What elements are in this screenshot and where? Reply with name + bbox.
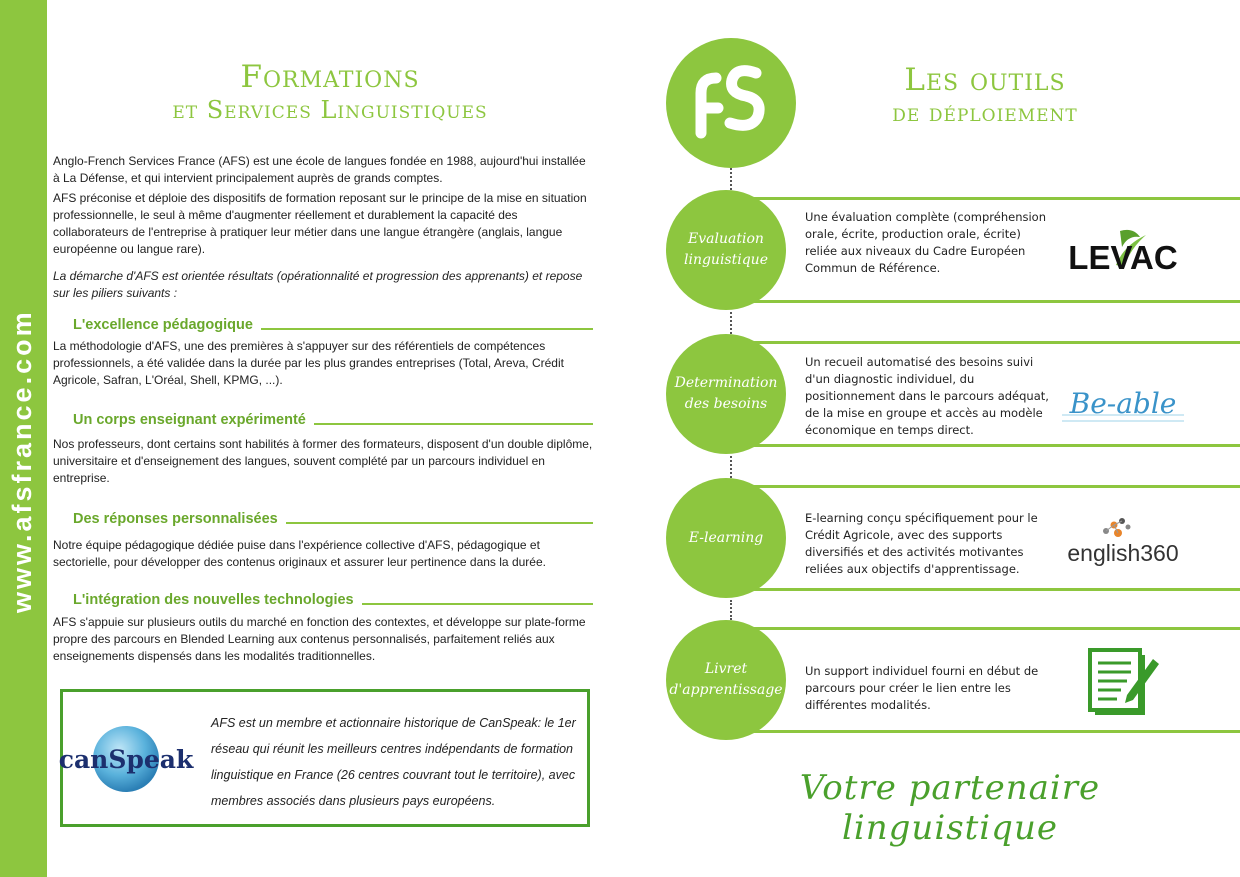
step-description: Un support individuel fourni en début de parcours pour créer le lien entre les différentes modalités. (805, 664, 1039, 712)
canspeak-logo (58, 724, 194, 794)
step-circle (666, 190, 786, 310)
step-needs (666, 334, 1240, 454)
connector-dots (730, 312, 732, 334)
website-url[interactable]: www.afsfrance.com (7, 309, 37, 613)
section-text-responses: Notre équipe pédagogique dédiée puise dans l'expérience collective d'AFS, pédagogique et sectorielle, pour développer des contenus originaux et assurer leur pertinence dans la durée. (53, 538, 546, 569)
step-description: E-learning conçu spécifiquement pour le Crédit Agricole, avec des supports diversifiés et des activités motivantes reliées aux objectifs d'apprentissage. (805, 511, 1038, 576)
section-heading-teachers (53, 410, 593, 430)
section-heading-excellence (53, 315, 593, 335)
section-heading-label: Des réponses personnalisées (73, 509, 286, 529)
step-circle (666, 334, 786, 454)
left-title (150, 60, 510, 124)
beable-logo (1058, 362, 1188, 432)
right-title-line2: de déploiement (892, 99, 1078, 127)
canspeak-description: AFS est un membre et actionnaire historique de CanSpeak: le 1er réseau qui réunit les meilleurs centres indépendants de formation linguistique en France (26 centres couvrant tout le territoire), avec membres associés dans plusieurs pays européens. (211, 716, 576, 808)
step-label: Determination des besoins (674, 375, 778, 412)
connector-dots (730, 456, 732, 478)
intro-paragraph-1: Anglo-French Services France (AFS) est une école de langues fondée en 1988, aujourd'hui installée à La Défense, et qui intervient principalement auprès de grands comptes. (53, 154, 586, 185)
section-heading-label: Un corps enseignant expérimenté (73, 410, 314, 430)
english360-logo (1058, 506, 1188, 576)
english360-logo-text: english360 (1067, 540, 1179, 566)
levac-logo-text: LEVAC (1068, 239, 1178, 276)
step-booklet (666, 620, 1240, 740)
step-elearning (666, 478, 1240, 598)
tagline: Votre partenaire linguistique (799, 768, 1101, 848)
step-label: Livret d'apprentissage (669, 661, 783, 698)
step-evaluation (666, 190, 1240, 310)
section-heading-responses (53, 509, 593, 529)
beable-logo-text: Be-able (1069, 387, 1177, 420)
sidebar (0, 0, 47, 877)
step-circle (666, 478, 786, 598)
section-heading-label: L'excellence pédagogique (73, 315, 261, 335)
step-label: E-learning (688, 529, 764, 546)
canspeak-box (60, 689, 590, 827)
step-description: Un recueil automatisé des besoins suivi d'un diagnostic individuel, du positionnement dans le parcours adéquat, de la mise en groupe et accès au modèle économique en temps direct. (805, 355, 1049, 437)
left-title-line2: et Services Linguistiques (172, 96, 488, 124)
connector-dots (730, 168, 732, 190)
section-text-excellence: La méthodologie d'AFS, une des premières à s'appuyer sur des référentiels de compétences professionnels, a été validée dans la durée par les plus grandes entreprises (Total, Areva, Crédit Agricole, Safran, L'Oréal, Shell, KPMG, ...). (53, 339, 564, 387)
canspeak-logo-text: canSpeak (58, 745, 194, 774)
step-circle (666, 620, 786, 740)
intro-paragraph-2: AFS préconise et déploie des dispositifs de formation reposant sur le principe de la mise en situation professionnelle, le seul à même d'augmenter réellement et durablement la capacité des collaborateurs de l'entreprise à pratiquer leur métier dans une langue étrangère (anglais, langue européenne ou langue rare). (53, 191, 587, 256)
afs-logo-text: AFS (666, 38, 668, 39)
left-title-line1: Formations (240, 59, 420, 95)
connector-dots (730, 600, 732, 620)
levac-logo (1058, 215, 1188, 285)
step-label: Evaluation linguistique (684, 231, 768, 268)
step-description: Une évaluation complète (compréhension orale, écrite, production orale, écrite) reliée aux niveaux du Cadre Européen Commun de Référence. (805, 210, 1047, 275)
section-text-technology: AFS s'appuie sur plusieurs outils du marché en fonction des contextes, et développe sur plate-forme propre des parcours en Blended Learning aux contenus personnalisés, parfaitement reliés aux enseignements dispensés dans les modalités traditionnelles. (53, 615, 586, 663)
intro-paragraph-3: La démarche d'AFS est orientée résultats (opérationnalité et progression des apprenants) et repose sur les piliers suivants : (53, 269, 583, 300)
document-icon (1058, 648, 1188, 718)
section-text-teachers: Nos professeurs, dont certains sont habilités à former des formateurs, disposent d'un double diplôme, universitaire et d'enseignement des langues, souvent complété par un parcours individuel en entreprise. (53, 437, 593, 485)
afs-logo (666, 38, 796, 168)
section-heading-label: L'intégration des nouvelles technologies (73, 590, 362, 610)
section-heading-technology (53, 590, 593, 610)
right-title-line1: Les outils (904, 62, 1066, 98)
right-title (845, 63, 1125, 127)
